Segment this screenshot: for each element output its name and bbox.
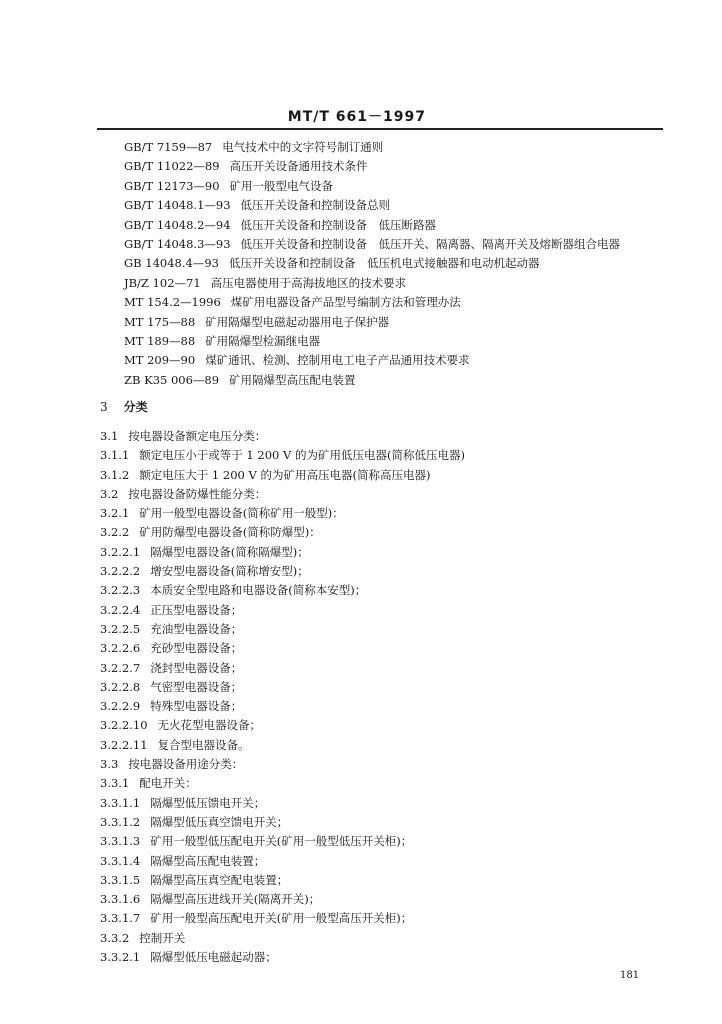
section-heading bbox=[100, 398, 148, 415]
clause-item bbox=[100, 639, 465, 658]
clause-item bbox=[100, 523, 465, 542]
clause-text: 充油型电器设备； bbox=[150, 621, 243, 636]
reference-item bbox=[124, 196, 620, 215]
clause-number: 3.2.2.5 bbox=[100, 621, 141, 636]
reference-standard-number: GB/T 7159—87 bbox=[124, 140, 213, 154]
clause-item bbox=[100, 929, 465, 948]
clause-item bbox=[100, 543, 465, 562]
reference-item bbox=[124, 371, 620, 390]
reference-standard-number: GB 14048.4—93 bbox=[124, 256, 219, 271]
clause-item bbox=[100, 601, 465, 620]
clause-text: 浇封型电器设备； bbox=[150, 660, 243, 675]
clause-number: 3.1.1 bbox=[100, 448, 130, 463]
clause-text: 复合型电器设备。 bbox=[157, 737, 250, 752]
section-number: 3 bbox=[100, 400, 108, 414]
reference-standard-number: GB/T 11022—89 bbox=[124, 159, 220, 174]
reference-title: 矿用隔爆型高压配电装置 bbox=[229, 372, 356, 387]
reference-item bbox=[124, 332, 620, 351]
clause-item bbox=[100, 948, 465, 967]
clause-number: 3.2.2.4 bbox=[100, 602, 141, 617]
page-number: 181 bbox=[620, 970, 640, 981]
reference-standard-number: MT 189—88 bbox=[124, 333, 196, 348]
reference-standard-number: GB/T 14048.3—93 bbox=[124, 236, 231, 251]
reference-title: 低压开关设备和控制设备 低压机电式接触器和电动机起动器 bbox=[228, 256, 540, 271]
clause-text: 矿用防爆型电器设备(简称防爆型)： bbox=[139, 525, 321, 540]
reference-item bbox=[124, 313, 620, 332]
reference-standard-number: JB/Z 102—71 bbox=[124, 275, 201, 290]
reference-title: 低压开关设备和控制设备总则 bbox=[240, 198, 391, 213]
clause-text: 按电器设备防爆性能分类： bbox=[128, 486, 267, 501]
reference-standard-number: MT 154.2—1996 bbox=[124, 295, 221, 310]
reference-title: 低压开关设备和控制设备 低压断路器 bbox=[240, 217, 437, 232]
clause-text: 配电开关： bbox=[139, 776, 197, 791]
clause-text: 隔爆型低压真空馈电开关； bbox=[150, 814, 289, 829]
clause-number: 3.2 bbox=[100, 486, 119, 501]
clause-number: 3.1.2 bbox=[100, 467, 130, 482]
section-title: 分类 bbox=[123, 400, 148, 414]
clause-number: 3.1 bbox=[100, 429, 119, 443]
reference-title: 矿用一般型电气设备 bbox=[229, 178, 334, 193]
clause-number: 3.2.2.6 bbox=[100, 641, 141, 656]
clause-item bbox=[100, 659, 465, 678]
clause-text: 额定电压大于 1 200 V 的为矿用高压电器(简称高压电器) bbox=[139, 467, 431, 482]
clause-number: 3.3 bbox=[100, 757, 119, 772]
clause-text: 按电器设备用途分类： bbox=[128, 757, 244, 772]
clause-number: 3.2.2 bbox=[100, 525, 130, 540]
clause-number: 3.2.2.2 bbox=[100, 564, 141, 579]
reference-standard-number: MT 209—90 bbox=[124, 353, 196, 368]
clause-number: 3.3.1.4 bbox=[100, 853, 141, 868]
reference-standard-number: MT 175—88 bbox=[124, 314, 196, 329]
reference-title: 高压电器使用于高海拔地区的技术要求 bbox=[210, 275, 407, 290]
clause-item bbox=[100, 852, 465, 871]
reference-standard-number: GB/T 14048.1—93 bbox=[124, 198, 231, 213]
reference-item bbox=[124, 138, 620, 157]
clause-number: 3.2.2.3 bbox=[100, 583, 141, 598]
reference-title: 电气技术中的文字符号制订通则 bbox=[222, 140, 384, 154]
clause-item bbox=[100, 832, 465, 851]
clause-text: 隔爆型低压馈电开关； bbox=[150, 795, 266, 810]
clause-item bbox=[100, 504, 465, 523]
clause-number: 3.3.1.1 bbox=[100, 795, 141, 810]
reference-item bbox=[124, 235, 620, 254]
clause-number: 3.2.2.8 bbox=[100, 679, 141, 694]
clause-text: 控制开关 bbox=[139, 930, 186, 945]
clause-text: 隔爆型高压真空配电装置； bbox=[150, 872, 289, 887]
reference-item bbox=[124, 157, 620, 176]
clause-item bbox=[100, 774, 465, 793]
clause-item bbox=[100, 871, 465, 890]
clause-number: 3.3.2 bbox=[100, 930, 130, 945]
clause-text: 充砂型电器设备； bbox=[150, 641, 243, 656]
reference-title: 高压开关设备通用技术条件 bbox=[229, 159, 368, 174]
clause-text: 隔爆型高压进线开关(隔离开关)； bbox=[150, 892, 321, 907]
clause-text: 增安型电器设备(简称增安型)； bbox=[150, 564, 309, 579]
clause-item bbox=[100, 890, 465, 909]
clause-item bbox=[100, 755, 465, 774]
reference-title: 矿用隔爆型电磁起动器用电子保护器 bbox=[205, 314, 390, 329]
clause-text: 特殊型电器设备； bbox=[150, 699, 243, 714]
clause-number: 3.2.2.1 bbox=[100, 544, 141, 559]
clause-item bbox=[100, 427, 465, 446]
reference-item bbox=[124, 293, 620, 312]
clause-number: 3.2.2.10 bbox=[100, 718, 148, 733]
clause-number: 3.3.1.5 bbox=[100, 872, 141, 887]
classification-clauses-list bbox=[100, 427, 465, 967]
clause-item bbox=[100, 678, 465, 697]
clause-item bbox=[100, 581, 465, 600]
reference-title: 矿用隔爆型检漏继电器 bbox=[205, 333, 321, 348]
clause-item bbox=[100, 697, 465, 716]
clause-number: 3.3.1.3 bbox=[100, 834, 141, 849]
clause-number: 3.2.2.7 bbox=[100, 660, 141, 675]
clause-item bbox=[100, 813, 465, 832]
clause-text: 矿用一般型电器设备(简称矿用一般型)： bbox=[139, 506, 344, 521]
reference-standard-number: ZB K35 006—89 bbox=[124, 372, 220, 387]
clause-text: 按电器设备额定电压分类： bbox=[128, 429, 267, 443]
normative-references-list bbox=[124, 138, 620, 390]
reference-title: 煤矿用电器设备产品型号编制方法和管理办法 bbox=[230, 295, 461, 310]
clause-text: 隔爆型低压电磁起动器； bbox=[150, 950, 277, 965]
clause-item bbox=[100, 562, 465, 581]
clause-text: 隔爆型高压配电装置； bbox=[150, 853, 266, 868]
clause-item bbox=[100, 620, 465, 639]
reference-item bbox=[124, 274, 620, 293]
clause-item bbox=[100, 909, 465, 928]
reference-item bbox=[124, 216, 620, 235]
clause-text: 气密型电器设备； bbox=[150, 679, 243, 694]
clause-item bbox=[100, 485, 465, 504]
clause-text: 额定电压小于或等于 1 200 V 的为矿用低压电器(简称低压电器) bbox=[139, 448, 465, 463]
clause-item bbox=[100, 446, 465, 465]
clause-number: 3.2.2.11 bbox=[100, 737, 148, 752]
reference-item bbox=[124, 254, 620, 273]
clause-number: 3.3.1.7 bbox=[100, 911, 141, 926]
clause-number: 3.3.1.2 bbox=[100, 814, 141, 829]
clause-number: 3.2.2.9 bbox=[100, 699, 141, 714]
clause-item bbox=[100, 794, 465, 813]
clause-text: 无火花型电器设备； bbox=[157, 718, 262, 733]
reference-title: 煤矿通讯、检测、控制用电工电子产品通用技术要求 bbox=[205, 353, 470, 368]
reference-item bbox=[124, 351, 620, 370]
clause-number: 3.3.1.6 bbox=[100, 892, 141, 907]
clause-number: 3.3.2.1 bbox=[100, 950, 141, 965]
clause-text: 隔爆型电器设备(简称隔爆型)； bbox=[150, 544, 309, 559]
reference-title: 低压开关设备和控制设备 低压开关、隔离器、隔离开关及熔断器组合电器 bbox=[240, 236, 621, 251]
clause-item bbox=[100, 716, 465, 735]
reference-standard-number: GB/T 12173—90 bbox=[124, 178, 220, 193]
standard-code-header: MT/T 661－1997 bbox=[287, 109, 426, 125]
header-divider bbox=[97, 128, 663, 130]
clause-item bbox=[100, 466, 465, 485]
clause-number: 3.2.1 bbox=[100, 506, 130, 521]
clause-text: 矿用一般型高压配电开关(矿用一般型高压开关柜)； bbox=[150, 911, 413, 926]
clause-text: 正压型电器设备； bbox=[150, 602, 243, 617]
clause-number: 3.3.1 bbox=[100, 776, 130, 791]
clause-item bbox=[100, 736, 465, 755]
clause-text: 本质安全型电路和电器设备(简称本安型)； bbox=[150, 583, 367, 598]
reference-item bbox=[124, 177, 620, 196]
clause-text: 矿用一般型低压配电开关(矿用一般型低压开关柜)； bbox=[150, 834, 413, 849]
reference-standard-number: GB/T 14048.2—94 bbox=[124, 217, 231, 232]
